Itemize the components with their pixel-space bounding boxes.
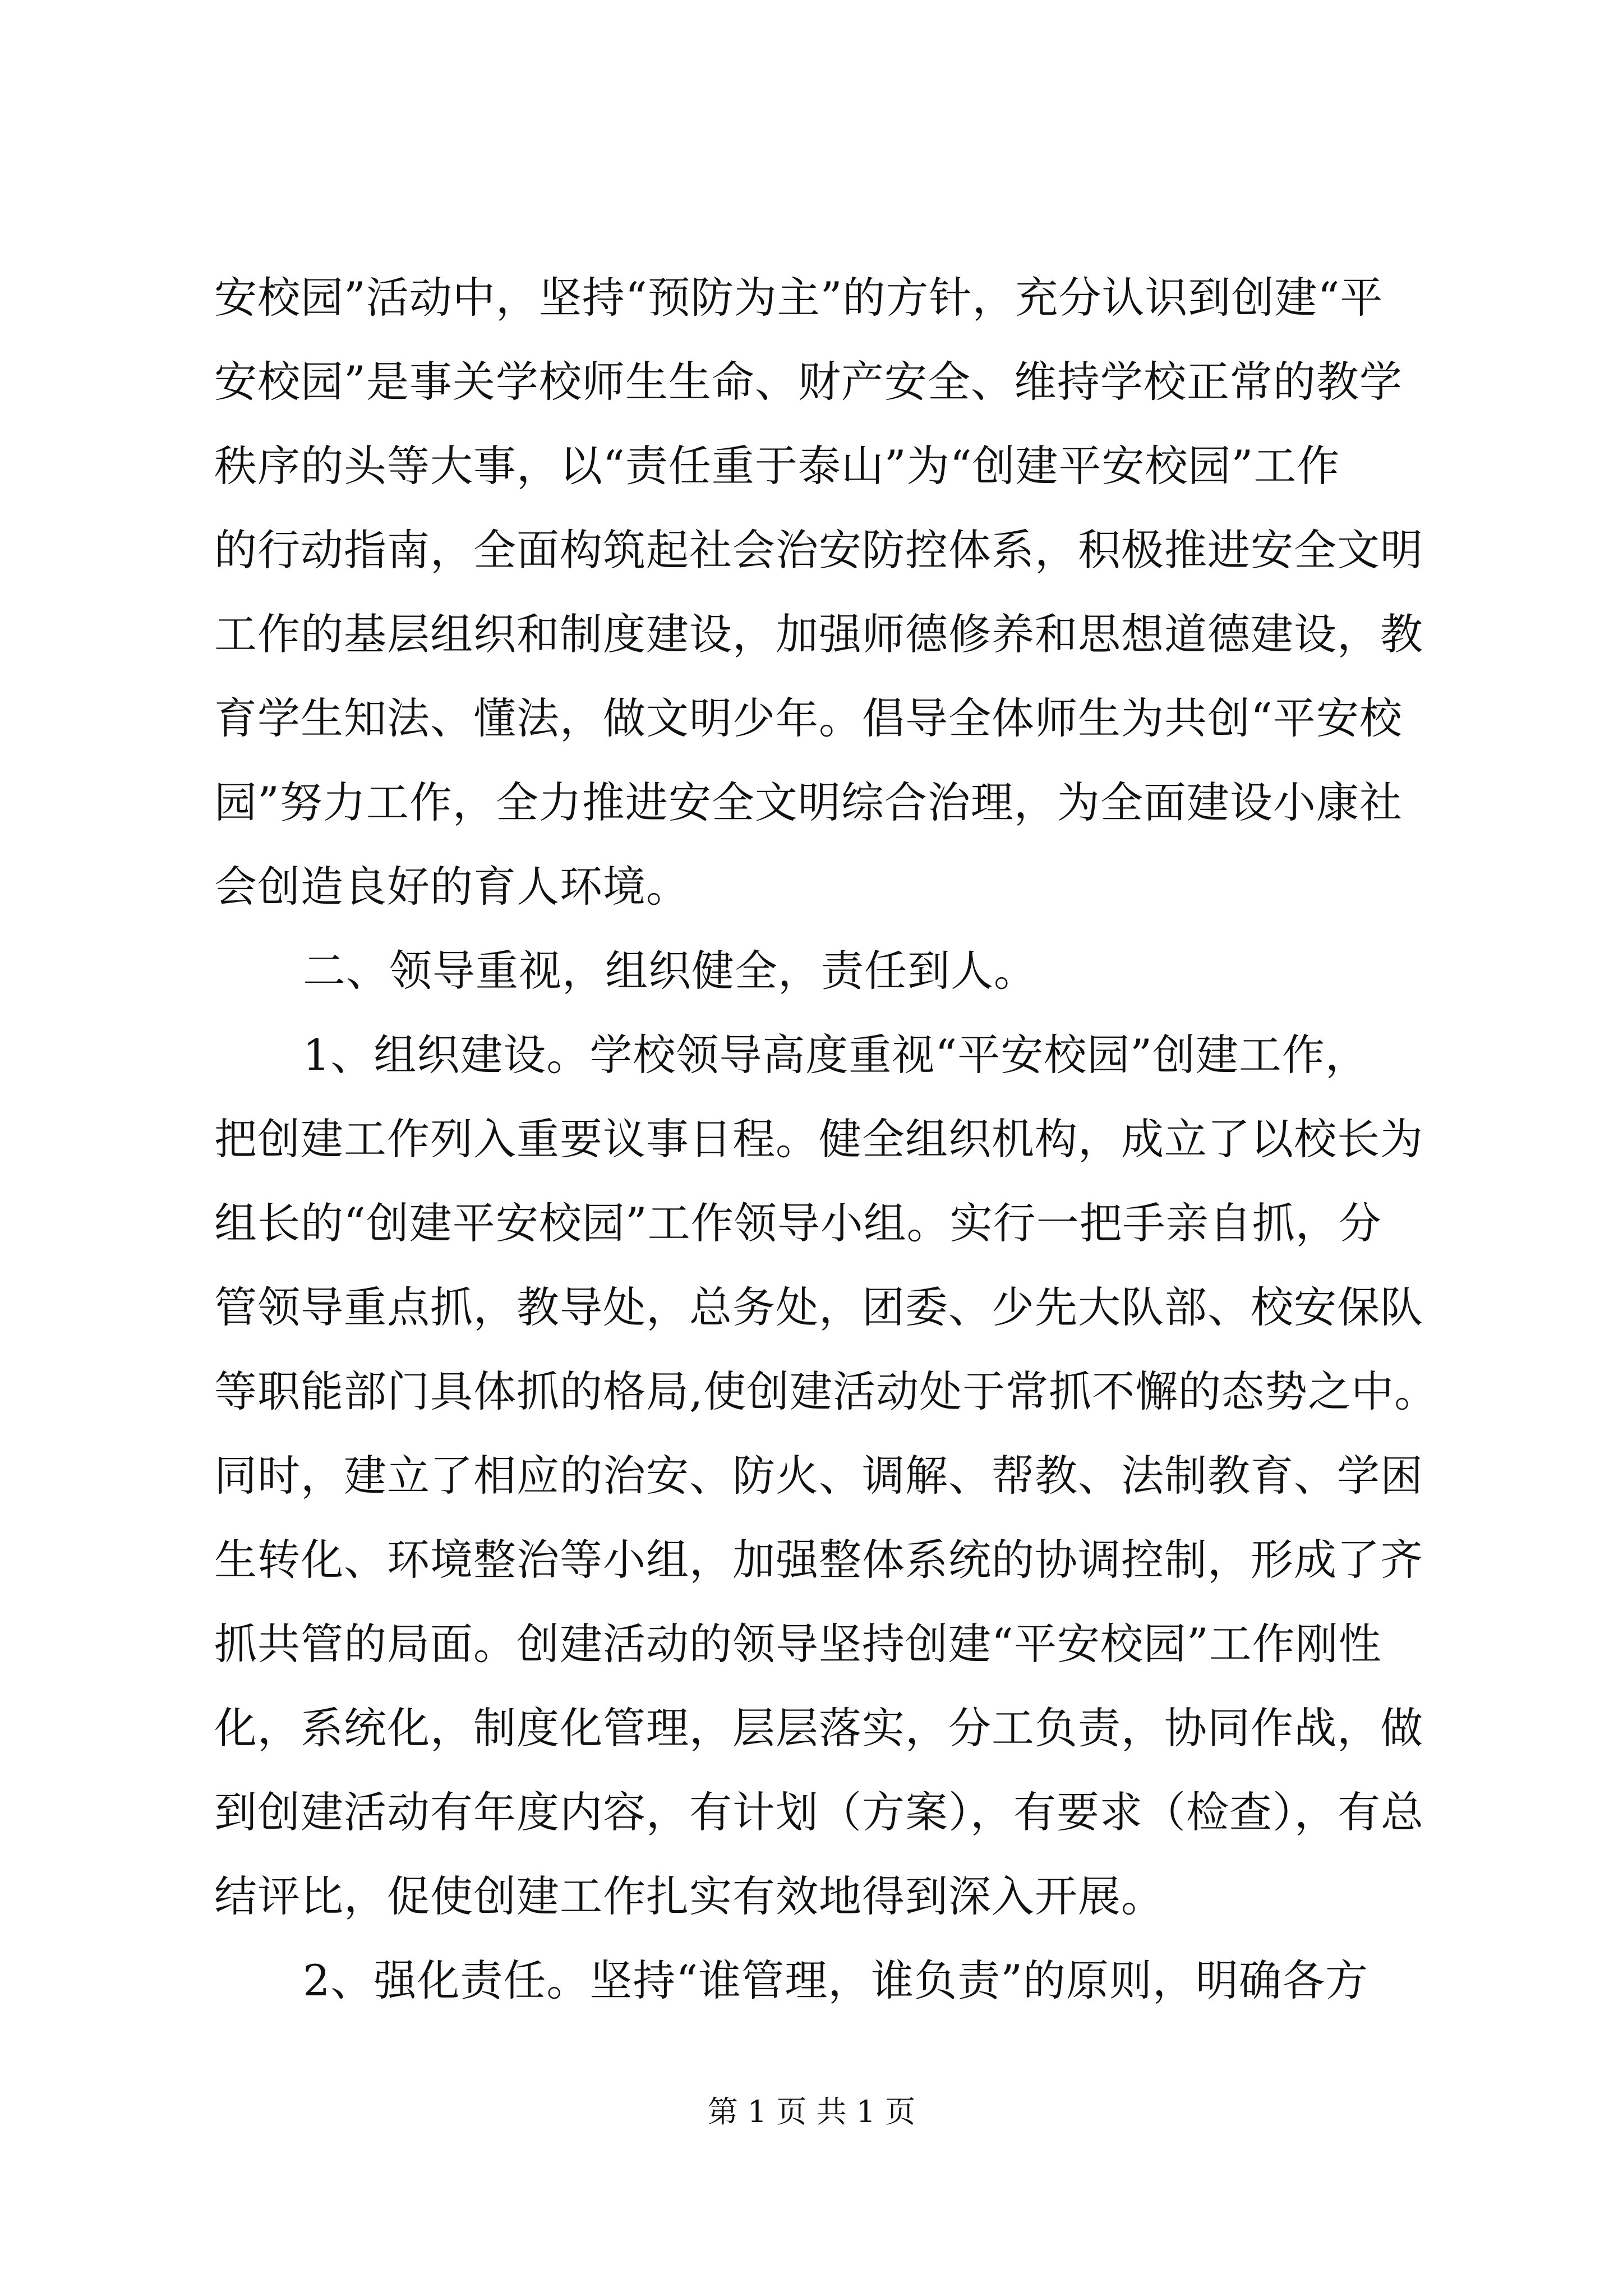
text-line: 结评比，促使创建工作扎实有效地得到深入开展。 (214, 1871, 1164, 1921)
text-line: 管领导重点抓，教导处，总务处，团委、少先大队部、校安保队 (214, 1282, 1423, 1332)
text-line: 到创建活动有年度内容，有计划（方案），有要求（检查），有总 (214, 1787, 1424, 1837)
section-heading: 二、领导重视，组织健全，责任到人。 (303, 946, 1037, 996)
text-line: 抓共管的局面。创建活动的领导坚持创建“平安校园”工作刚性 (214, 1619, 1382, 1669)
text-line: 安校园”是事关学校师生生命、财产安全、维持学校正常的教学 (214, 357, 1403, 407)
page-footer: 第 1 页 共 1 页 (707, 2094, 916, 2129)
text-line: 同时，建立了相应的治安、防火、调解、帮教、法制教育、学困 (214, 1451, 1423, 1501)
text-line: 的行动指南，全面构筑起社会治安防控体系，积极推进安全文明 (214, 525, 1423, 575)
text-line: 园”努力工作，全力推进安全文明综合治理，为全面建设小康社 (214, 777, 1403, 827)
text-line: 秩序的头等大事，以“责任重于泰山”为“创建平安校园”工作 (214, 441, 1340, 491)
text-line: 把创建工作列入重要议事日程。健全组织机构，成立了以校长为 (214, 1114, 1423, 1164)
text-line: 会创造良好的育人环境。 (214, 862, 689, 912)
document-body (214, 256, 1438, 2023)
text-line: 化，系统化，制度化管理，层层落实，分工负责，协同作战，做 (214, 1703, 1423, 1753)
text-line: 等职能部门具体抓的格局,使创建活动处于常抓不懈的态势之中。 (214, 1366, 1438, 1416)
text-line: 育学生知法、懂法，做文明少年。倡导全体师生为共创“平安校 (214, 693, 1403, 743)
text-line: 安校园”活动中，坚持“预防为主”的方针，充分认识到创建“平 (214, 273, 1384, 323)
text-line: 工作的基层组织和制度建设，加强师德修养和思想道德建设，教 (214, 609, 1423, 659)
paragraph-start-line: 1、组织建设。学校领导高度重视“平安校园”创建工作， (303, 1030, 1369, 1080)
text-line: 组长的“创建平安校园”工作领导小组。实行一把手亲自抓，分 (214, 1198, 1382, 1248)
paragraph-start-line: 2、强化责任。坚持“谁管理，谁负责”的原则，明确各方 (303, 1955, 1369, 2005)
text-line: 生转化、环境整治等小组，加强整体系统的协调控制，形成了齐 (214, 1535, 1423, 1585)
